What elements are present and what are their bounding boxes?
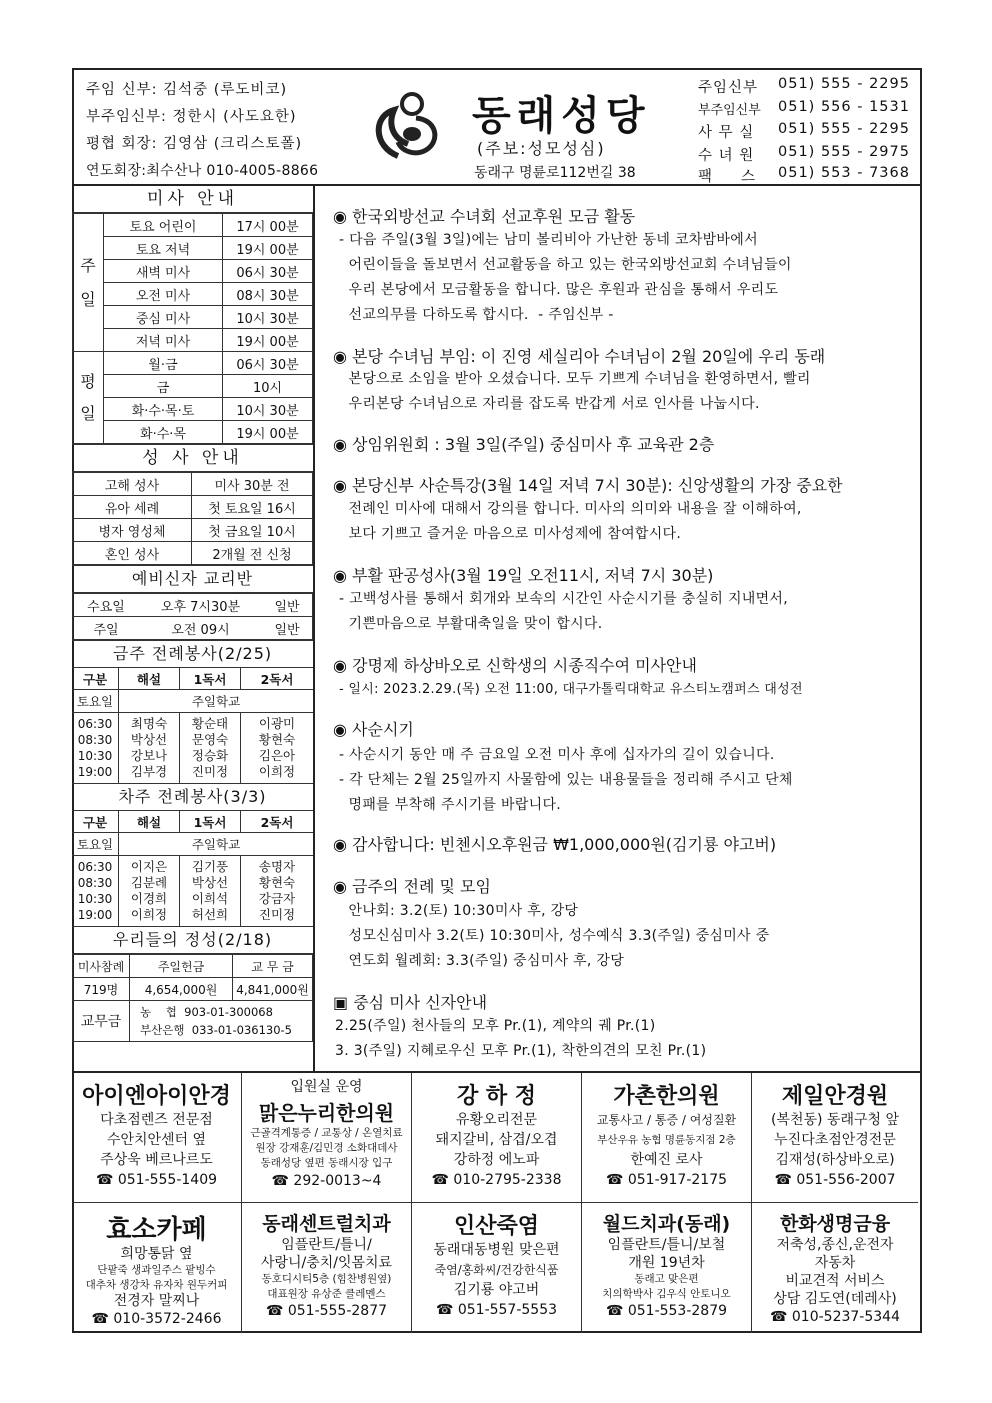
ad-line: (복천동) 동래구청 앞 bbox=[770, 1112, 900, 1128]
mass-times: 06:30 08:30 10:30 19:00 bbox=[72, 713, 119, 784]
contact-label: 팩 스 bbox=[698, 169, 757, 185]
notice-heading: ◉ 본당 수녀님 부임: 이 진영 세실리아 수녀님이 2월 20일에 우리 동래 bbox=[333, 347, 826, 366]
offering-header: 주일헌금 bbox=[130, 955, 233, 978]
ad-line: 전경자 말찌나 bbox=[113, 1293, 200, 1309]
contact-row bbox=[698, 121, 910, 142]
ad-line: 유황오리전문 bbox=[455, 1112, 538, 1128]
notice-line: 안나회: 3.2(토) 10:30미사 후, 강당 bbox=[339, 903, 579, 919]
notice-line: 2.25(주일) 천사들의 모후 Pr.(1), 계약의 궤 Pr.(1) bbox=[335, 1018, 656, 1034]
offering-header: 미사참례 bbox=[73, 955, 130, 978]
ad-name: 강 하 정 bbox=[456, 1084, 537, 1109]
mass-name: 새벽 미사 bbox=[104, 260, 223, 283]
ad-card bbox=[582, 1073, 752, 1203]
header-council-president: 평협 회장: 김영삼 (크리스토폴) bbox=[86, 136, 303, 152]
notices-column bbox=[313, 186, 922, 1071]
notice-line: 우리 본당에서 모금활동을 합니다. 많은 후원과 관심을 통해서 우리도 bbox=[339, 282, 779, 298]
ad-line: 개원 19년차 bbox=[628, 1255, 705, 1271]
offering-header: 교 무 금 bbox=[233, 955, 313, 978]
account-numbers bbox=[130, 1001, 313, 1042]
ad-line: 근골격계통증 / 교통상 / 온열치료 bbox=[250, 1127, 403, 1139]
saturday-service: 주일학교 bbox=[119, 833, 314, 856]
second-readers: 송명자 황현숙 강금자 진미정 bbox=[258, 859, 296, 922]
ad-line: 저축성,종신,운전자 bbox=[776, 1237, 894, 1253]
ad-line: 동래대동병원 맞은편 bbox=[433, 1242, 560, 1258]
parish-address: 동래구 명륜로112번길 38 bbox=[474, 165, 636, 181]
notice-body bbox=[339, 587, 788, 637]
contact-row bbox=[698, 165, 910, 186]
offering-table bbox=[72, 954, 313, 1042]
mass-name: 저녁 미사 bbox=[104, 329, 223, 352]
ad-line: 동래고 맞은편 bbox=[634, 1273, 699, 1285]
ad-name: 맑은누리한의원 bbox=[258, 1101, 395, 1125]
ad-name: 인산죽염 bbox=[453, 1214, 539, 1239]
ad-line: 희망통닭 옆 bbox=[120, 1246, 193, 1262]
ad-line: 대표원장 유상준 클레멘스 bbox=[267, 1288, 386, 1300]
first-readers: 황순태 문영숙 정승화 진미정 bbox=[180, 713, 241, 784]
ad-line: 동호디시티5층 (힘찬병원옆) bbox=[261, 1273, 392, 1285]
ad-card bbox=[752, 1203, 918, 1333]
ad-name: 한화생명금융 bbox=[779, 1213, 891, 1235]
notice-line: 성모신심미사 3.2(토) 10:30미사, 성수예식 3.3(주일) 중심미사 중 bbox=[339, 928, 770, 944]
notice-heading: ◉ 사순시기 bbox=[333, 720, 414, 739]
contact-label: 사 무 실 bbox=[698, 125, 755, 141]
ad-line: 비교견적 서비스 bbox=[785, 1273, 885, 1289]
ad-phone: ☎ 051-556-2007 bbox=[774, 1172, 896, 1188]
attendance-value: 719명 bbox=[73, 978, 130, 1001]
ad-phone: ☎ 292-0013~4 bbox=[271, 1173, 382, 1189]
first-readers: 김기풍 박상선 이희석 허선희 bbox=[180, 856, 241, 927]
weekday-label bbox=[73, 352, 104, 444]
notice-body bbox=[339, 899, 769, 974]
ad-line: 동래성당 옆편 동래시장 입구 bbox=[260, 1157, 393, 1169]
notice-line: 어린이들을 돌보면서 선교활동을 하고 있는 한국외방선교회 수녀님들이 bbox=[339, 257, 792, 273]
service-next-week-table bbox=[72, 811, 313, 926]
ad-line: 수안치안센터 옆 bbox=[106, 1132, 207, 1148]
ad-card bbox=[412, 1073, 582, 1203]
sunday-offering-value: 4,654,000원 bbox=[130, 978, 233, 1001]
ad-phone: ☎ 051-555-2877 bbox=[265, 1303, 388, 1319]
notice-body bbox=[339, 497, 802, 547]
contact-label: 주임신부 bbox=[698, 80, 759, 96]
ad-line: 자동차 bbox=[814, 1255, 856, 1271]
header-pastor: 주임 신부: 김석중 (루도비코) bbox=[86, 82, 288, 98]
left-column bbox=[72, 186, 313, 1042]
parish-logo-icon bbox=[368, 86, 448, 166]
class-time: 오전 09시 bbox=[139, 617, 262, 640]
commentators: 최명숙 박상선 강보나 김부경 bbox=[119, 713, 180, 784]
contact-number: 051) 555 - 2295 bbox=[778, 121, 910, 137]
notice-line: - 다음 주일(3월 3일)에는 남미 볼리비아 가난한 동네 코차밤바에서 bbox=[339, 232, 758, 248]
ad-card bbox=[242, 1203, 412, 1333]
notice-line: - 일시: 2023.2.29.(목) 오전 11:00, 대구가톨릭대학교 유스티노캠퍼스 대성전 bbox=[339, 682, 803, 697]
ad-line: 단팥죽 생과일주스 팥빙수 bbox=[97, 1264, 216, 1276]
ad-line: 주상욱 베르나르도 bbox=[100, 1152, 213, 1168]
class-type: 일반 bbox=[262, 594, 313, 617]
catechumen-title: 예비신자 교리반 bbox=[72, 565, 313, 593]
sacrament-name: 혼인 성사 bbox=[73, 542, 192, 565]
mass-name: 월·금 bbox=[104, 352, 223, 375]
mass-name: 토요 저녁 bbox=[104, 237, 223, 260]
advertisements bbox=[72, 1071, 922, 1333]
ad-line: 대추차 생강차 유자차 원두커피 bbox=[85, 1279, 228, 1291]
class-type: 일반 bbox=[262, 617, 313, 640]
header bbox=[72, 68, 922, 186]
ad-phone: ☎ 051-557-5553 bbox=[435, 1302, 558, 1318]
col-header: 1독서 bbox=[180, 668, 241, 690]
sacrament-time: 첫 금요일 10시 bbox=[192, 519, 313, 542]
notice-line: 우리본당 수녀님으로 자리를 잡도록 반갑게 서로 인사를 나눕시다. bbox=[339, 396, 760, 412]
ad-phone: ☎ 051-917-2175 bbox=[605, 1172, 728, 1188]
ad-line: 임플란트/틀니/ bbox=[281, 1237, 372, 1253]
mass-time: 10시 bbox=[223, 375, 313, 398]
saturday-label: 토요일 bbox=[72, 690, 119, 713]
ad-line: 죽염/홍화씨/건강한식품 bbox=[434, 1263, 559, 1277]
mass-name: 오전 미사 bbox=[104, 283, 223, 306]
ad-phone: ☎ 051-555-1409 bbox=[95, 1172, 218, 1188]
ad-card bbox=[72, 1203, 242, 1333]
col-header: 2독서 bbox=[241, 668, 314, 690]
notice-heading: ◉ 한국외방선교 수녀회 선교후원 모금 활동 bbox=[333, 207, 636, 226]
col-header: 구분 bbox=[72, 668, 119, 690]
ad-line: 돼지갈비, 삼겹/오겹 bbox=[435, 1132, 558, 1148]
ad-line: 원장 강재훈/김민경 소화대데사 bbox=[255, 1142, 398, 1154]
sunday-label-2: 일 bbox=[80, 289, 96, 309]
ad-name: 동래센트럴치과 bbox=[262, 1213, 391, 1235]
ad-phone: ☎ 010-5237-5344 bbox=[770, 1309, 900, 1325]
offering-title: 우리들의 정성(2/18) bbox=[72, 926, 313, 954]
sunday-label-1: 주 bbox=[80, 255, 96, 275]
ad-line: 입원실 운영 bbox=[290, 1079, 363, 1095]
ad-line: 김재성(하상바오로) bbox=[775, 1152, 895, 1168]
contact-row bbox=[698, 144, 910, 165]
ad-line: 부산우유 농협 명륜동지점 2층 bbox=[597, 1134, 736, 1146]
ad-line: 사랑니/충치/잇몸치료 bbox=[260, 1255, 393, 1271]
saturday-service: 주일학교 bbox=[119, 690, 314, 713]
sacrament-time: 첫 토요일 16시 bbox=[192, 496, 313, 519]
commentators: 이지은 김분례 이경희 이희정 bbox=[119, 856, 180, 927]
contact-label: 부주임신부 bbox=[698, 103, 761, 118]
notice-heading: ◉ 본당신부 사순특강(3월 14일 저녁 7시 30분): 신앙생활의 가장 중요한 bbox=[333, 476, 843, 495]
ad-phone: ☎ 010-3572-2466 bbox=[91, 1311, 222, 1327]
contact-row bbox=[698, 99, 910, 118]
col-header: 1독서 bbox=[180, 811, 241, 833]
mass-time: 17시 00분 bbox=[223, 214, 313, 237]
ad-line: 교통사고 / 통증 / 여성질환 bbox=[596, 1113, 737, 1127]
mass-time: 06시 30분 bbox=[223, 352, 313, 375]
notice-line: 기쁜마음으로 부활대축일을 맞이 합시다. bbox=[339, 616, 603, 632]
saturday-label: 토요일 bbox=[72, 833, 119, 856]
mass-time: 08시 30분 bbox=[223, 283, 313, 306]
ad-card bbox=[72, 1073, 242, 1203]
contact-number: 051) 555 - 2975 bbox=[778, 144, 910, 160]
ad-line: 상담 김도연(데레사) bbox=[773, 1291, 897, 1307]
ad-line: 강하정 에노파 bbox=[453, 1152, 540, 1168]
mass-times: 06:30 08:30 10:30 19:00 bbox=[72, 856, 119, 927]
ad-line: 다초점렌즈 전문점 bbox=[100, 1112, 213, 1128]
ad-line: 임플란트/틀니/보철 bbox=[607, 1237, 726, 1253]
sacrament-name: 유아 세례 bbox=[73, 496, 192, 519]
ad-card bbox=[752, 1073, 918, 1203]
notice-heading: ◉ 부활 판공성사(3월 19일 오전11시, 저녁 7시 30분) bbox=[333, 566, 714, 585]
notice-line: - 사순시기 동안 매 주 금요일 오전 미사 후에 십자가의 길이 있습니다. bbox=[339, 747, 775, 763]
notice-heading: ◉ 감사합니다: 빈첸시오후원금 ₩1,000,000원(김기룡 야고버) bbox=[333, 835, 777, 854]
contact-number: 051) 556 - 1531 bbox=[778, 99, 910, 115]
notice-line: 선교의무를 다하도록 합시다. - 주임신부 - bbox=[339, 307, 614, 323]
notice-line: 3. 3(주일) 지혜로우신 모후 Pr.(1), 착한의견의 모친 Pr.(1) bbox=[335, 1043, 707, 1059]
notice-heading: ▣ 중심 미사 신자안내 bbox=[333, 993, 488, 1012]
account-nh: 농 협 903-01-300068 bbox=[140, 1005, 273, 1019]
notice-body bbox=[339, 228, 792, 328]
class-time: 오후 7시30분 bbox=[139, 594, 262, 617]
mass-name: 화·수·목·토 bbox=[104, 398, 223, 421]
mass-time: 19시 00분 bbox=[223, 329, 313, 352]
sacrament-name: 고해 성사 bbox=[73, 473, 192, 496]
sacrament-guide-title: 성 사 안내 bbox=[72, 444, 313, 472]
ad-phone: ☎ 051-553-2879 bbox=[605, 1303, 728, 1319]
notice-line: 연도회 월례회: 3.3(주일) 중심미사 후, 강당 bbox=[339, 953, 625, 969]
ad-line: 한예진 로사 bbox=[630, 1152, 703, 1168]
ad-name: 월드치과(동래) bbox=[602, 1213, 731, 1235]
mass-name: 토요 어린이 bbox=[104, 214, 223, 237]
col-header: 해설 bbox=[119, 811, 180, 833]
mass-guide-title: 미사 안내 bbox=[72, 186, 313, 213]
account-busan: 부산은행 033-01-036130-5 bbox=[140, 1023, 292, 1037]
mass-time: 19시 00분 bbox=[223, 237, 313, 260]
service-this-week-title: 금주 전례봉사(2/25) bbox=[72, 640, 313, 668]
notice-line: 보다 기쁘고 즐거운 마음으로 미사성제에 참여합시다. bbox=[339, 526, 682, 542]
notice-heading: ◉ 금주의 전례 및 모임 bbox=[333, 877, 491, 896]
ad-card bbox=[242, 1073, 412, 1203]
mass-name: 중심 미사 bbox=[104, 306, 223, 329]
ad-phone: ☎ 010-2795-2338 bbox=[431, 1172, 562, 1188]
contact-number: 051) 555 - 2295 bbox=[778, 76, 910, 92]
ad-line: 치의학박사 김우식 안토니오 bbox=[602, 1288, 731, 1300]
mass-time: 06시 30분 bbox=[223, 260, 313, 283]
sacrament-time: 2개월 전 신청 bbox=[192, 542, 313, 565]
header-assistant-pastor: 부주임신부: 정한시 (사도요한) bbox=[86, 109, 297, 125]
notice-heading: ◉ 강명제 하상바오로 신학생의 시종직수여 미사안내 bbox=[333, 656, 697, 675]
ad-name: 아이엔아이안경 bbox=[82, 1084, 231, 1109]
notice-line: 전례인 미사에 대해서 강의를 합니다. 미사의 의미와 내용을 잘 이해하여, bbox=[339, 501, 802, 517]
notice-line: 본당으로 소임을 받아 오셨습니다. 모두 기쁘게 수녀님을 환영하면서, 빨리 bbox=[339, 371, 811, 387]
ad-card bbox=[412, 1203, 582, 1333]
ad-name: 가촌한의원 bbox=[613, 1084, 720, 1109]
class-day: 주일 bbox=[73, 617, 140, 640]
sacrament-time: 미사 30분 전 bbox=[192, 473, 313, 496]
contact-row bbox=[698, 76, 910, 97]
notice-line: - 고백성사를 통해서 회개와 보속의 시간인 사순시기를 충실히 지내면서, bbox=[339, 591, 788, 607]
ad-line: 누진다초점안경전문 bbox=[774, 1132, 896, 1148]
parish-subtitle: (주보:성모성심) bbox=[477, 139, 606, 158]
notice-body bbox=[339, 677, 803, 702]
contact-number: 051) 553 - 7368 bbox=[778, 165, 910, 181]
class-day: 수요일 bbox=[73, 594, 140, 617]
weekday-label-2: 일 bbox=[80, 403, 96, 423]
notice-body bbox=[335, 1014, 706, 1064]
header-yeondo-president: 연도회장:최수산나 010-4005-8866 bbox=[86, 163, 319, 179]
col-header: 해설 bbox=[119, 668, 180, 690]
weekday-label-1: 평 bbox=[80, 371, 96, 391]
mass-name: 금 bbox=[104, 375, 223, 398]
mass-time: 10시 30분 bbox=[223, 398, 313, 421]
dues-value: 4,841,000원 bbox=[233, 978, 313, 1001]
notice-body bbox=[339, 743, 793, 818]
sacrament-table bbox=[72, 472, 313, 565]
ad-line: 김기룡 야고버 bbox=[453, 1282, 540, 1298]
second-readers: 이광미 황현숙 김은아 이희정 bbox=[258, 716, 296, 779]
account-label: 교무금 bbox=[73, 1001, 130, 1042]
ad-name: 효소카페 bbox=[106, 1215, 207, 1245]
mass-name: 화·수·목 bbox=[104, 421, 223, 444]
parish-title: 동래성당 bbox=[472, 93, 651, 139]
notice-line: 명패를 부착해 주시기를 바랍니다. bbox=[339, 797, 562, 813]
sacrament-name: 병자 영성체 bbox=[73, 519, 192, 542]
service-this-week-table bbox=[72, 668, 313, 783]
catechumen-table bbox=[72, 593, 313, 640]
service-next-week-title: 차주 전례봉사(3/3) bbox=[72, 783, 313, 811]
notice-body bbox=[339, 367, 811, 417]
contact-label: 수 녀 원 bbox=[698, 148, 755, 164]
col-header: 구분 bbox=[72, 811, 119, 833]
sunday-label bbox=[73, 214, 104, 352]
mass-time: 10시 30분 bbox=[223, 306, 313, 329]
mass-schedule-table bbox=[72, 213, 313, 444]
notice-heading: ◉ 상임위원회 : 3월 3일(주일) 중심미사 후 교육관 2층 bbox=[333, 435, 715, 454]
ad-name: 제일안경원 bbox=[781, 1084, 889, 1109]
notice-line: - 각 단체는 2월 25일까지 사물함에 있는 내용물들을 정리해 주시고 단체 bbox=[339, 772, 793, 788]
mass-time: 19시 00분 bbox=[223, 421, 313, 444]
ad-card bbox=[582, 1203, 752, 1333]
col-header: 2독서 bbox=[241, 811, 314, 833]
